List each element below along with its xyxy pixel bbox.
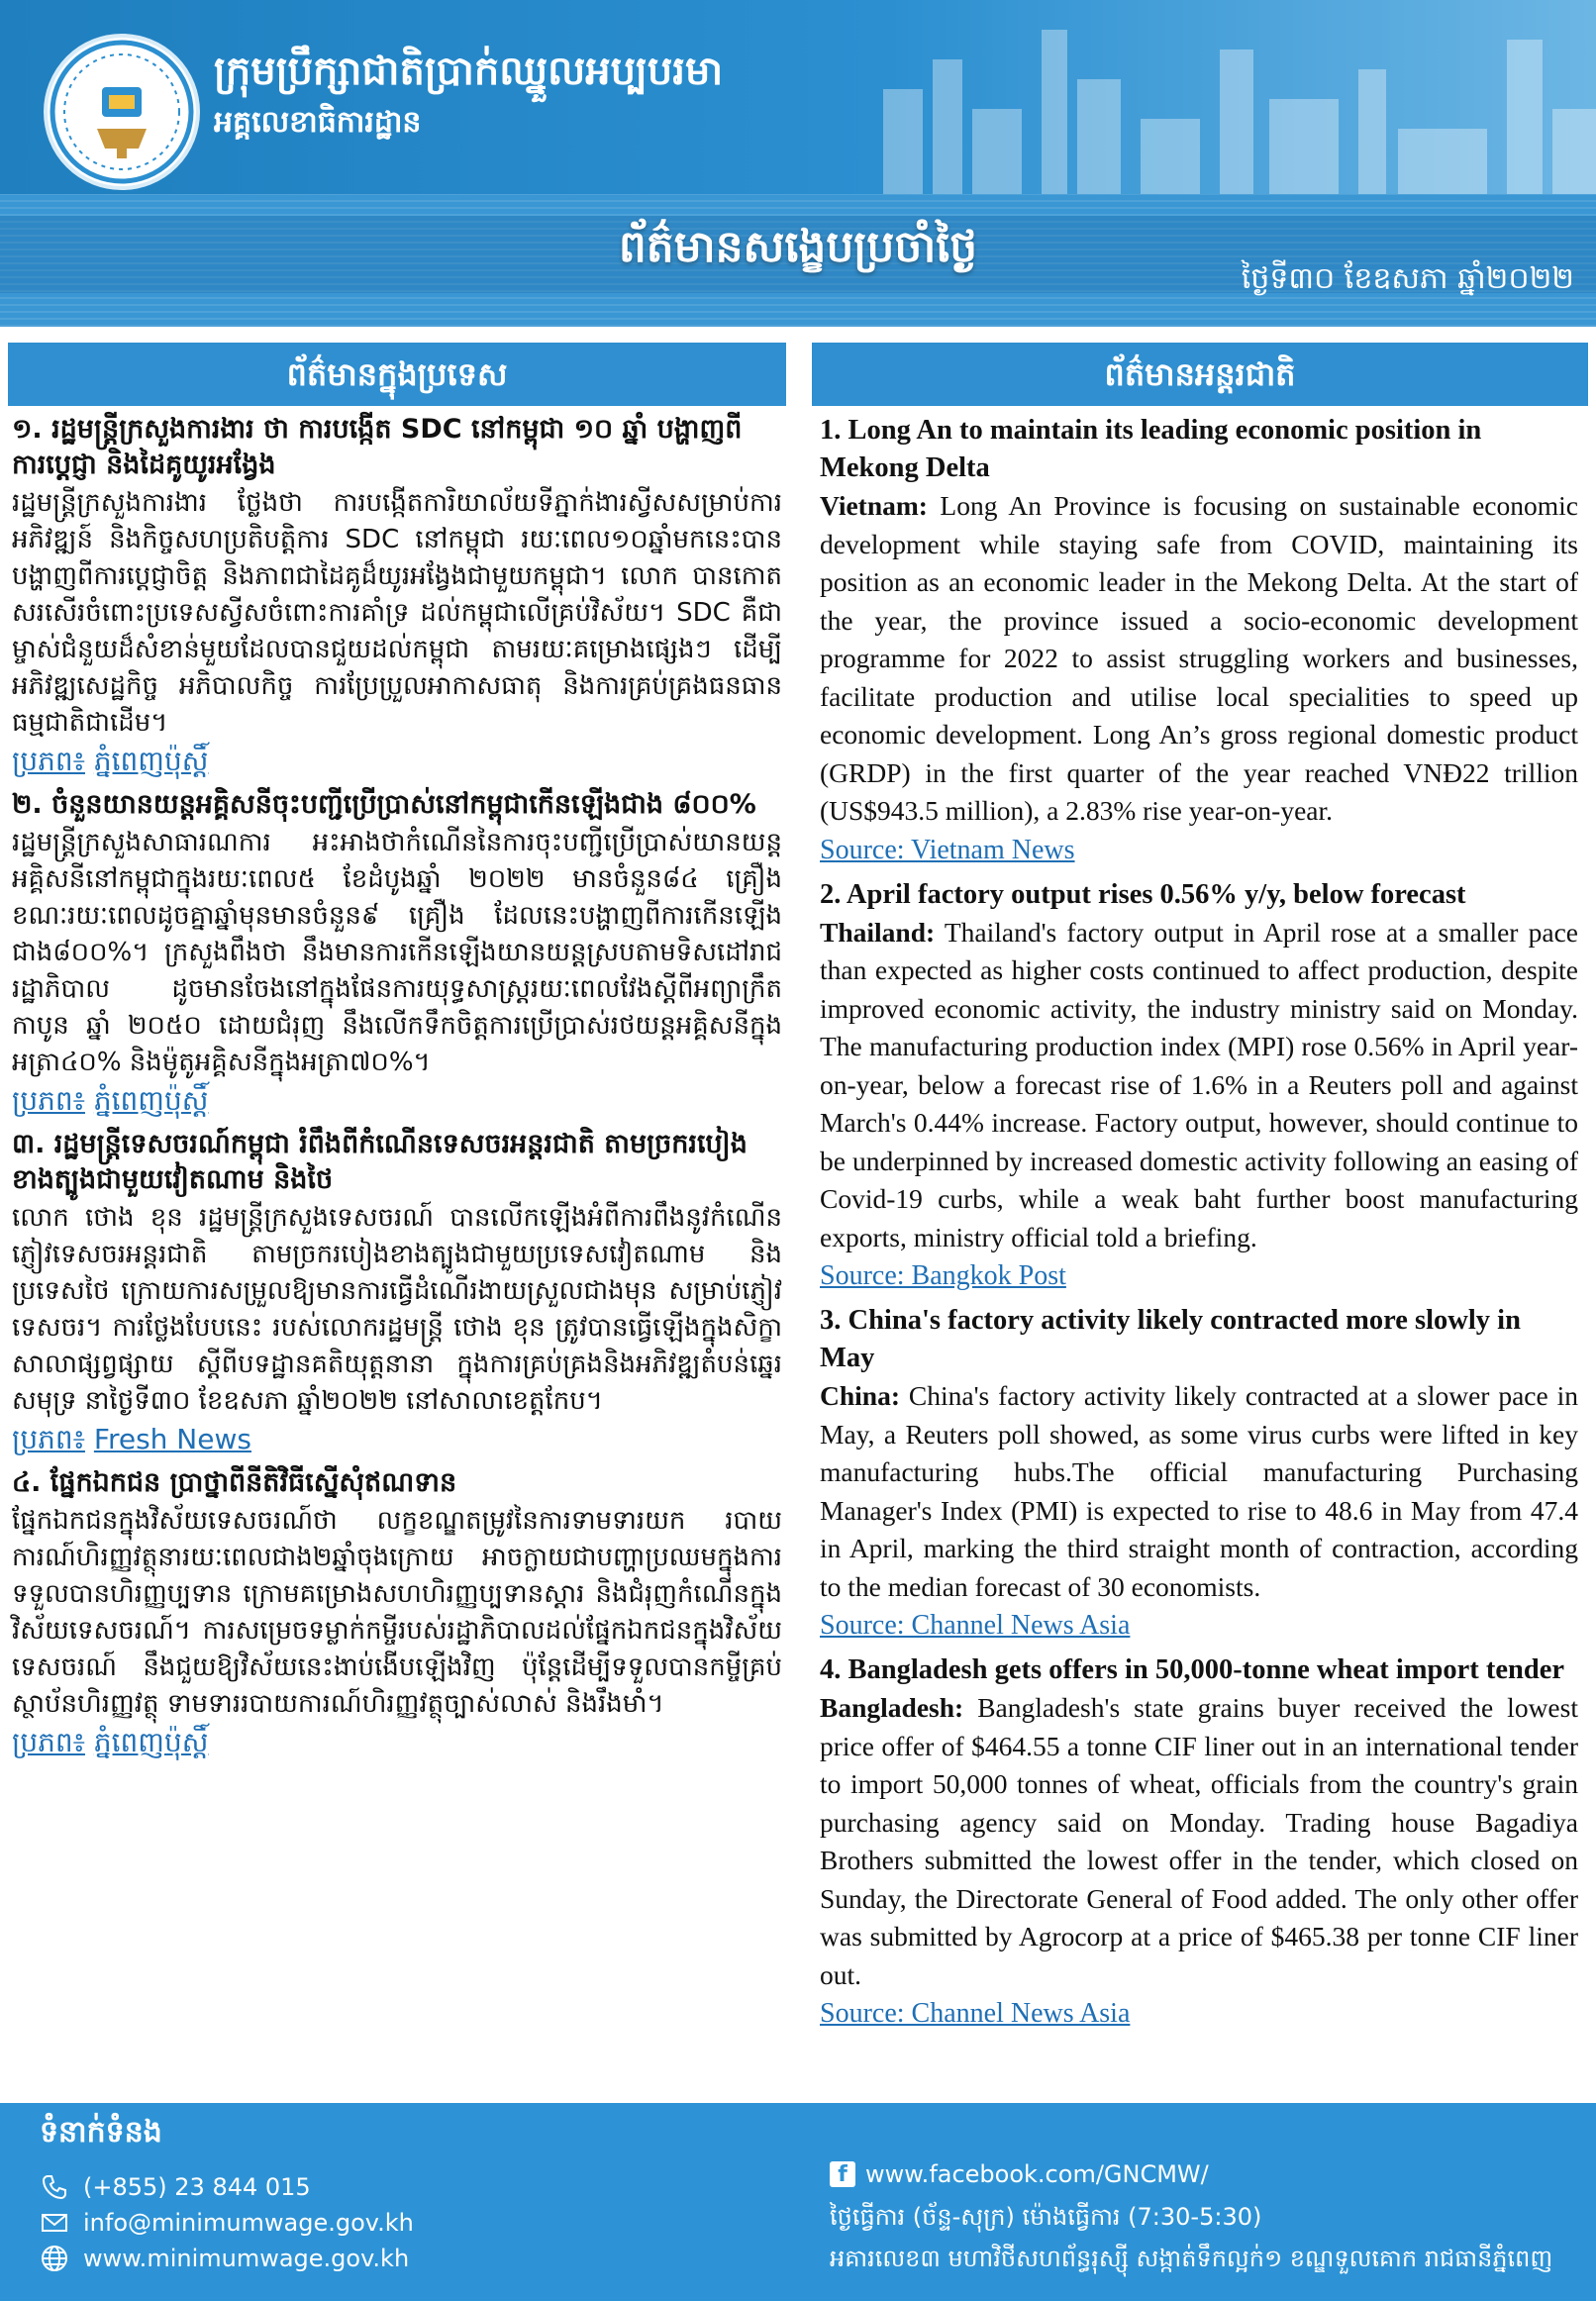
source-label[interactable]: ប្រភព៖ — [12, 745, 85, 777]
source-link[interactable]: Source: Channel News Asia — [820, 1998, 1131, 2029]
source-link[interactable]: Source: Bangkok Post — [820, 1260, 1066, 1291]
source-label[interactable]: ប្រភព៖ — [12, 1084, 85, 1117]
org-title: ក្រុមប្រឹក្សាជាតិប្រាក់ឈ្នួលអប្បបរមា — [214, 49, 724, 94]
article-title: 2. April factory output rises 0.56% y/y, below forecast — [820, 878, 1466, 910]
article-source[interactable] — [820, 1994, 1578, 2034]
article-source[interactable] — [12, 1081, 782, 1121]
international-article-3 — [812, 1302, 1588, 1646]
website-url[interactable]: www.minimumwage.gov.kh — [83, 2245, 410, 2272]
article-body: លោក ថោង ខុន រដ្ឋមន្ត្រីក្រសួងទេសចរណ៍ បានលើកឡើងអំពីការពឹងនូវកំណើនភ្ញៀវទេសចរអន្តរជាតិ តាមច្រករបៀងខាងត្បូងជាមួយប្រទេសវៀតណាម និងប្រទេសថៃ ក្រោយការសម្រួលឱ្យមានការធ្វើដំណើរងាយស្រួលជាងមុន សម្រាប់ភ្ញៀវទេសចរ។ ការថ្លែងបែបនេះ របស់លោករដ្ឋមន្ត្រី ថោង ខុន ត្រូវបានធ្វើឡើងក្នុងសិក្ខាសាលាផ្សព្វផ្សាយ ស្តីពីបទដ្ឋានគតិយុត្តនានា ក្នុងការគ្រប់គ្រងនិងអភិវឌ្ឍតំបន់ឆ្នេរសមុទ្រ នាថ្ងៃទី៣០ ខែឧសភា ឆ្នាំ២០២២ នៅសាលាខេត្តកែប។ — [12, 1203, 782, 1416]
article-source[interactable] — [12, 1420, 782, 1459]
domestic-section-header: ព័ត៌មានក្នុងប្រទេស — [8, 343, 786, 406]
phone-icon — [40, 2172, 69, 2202]
source-label[interactable]: ប្រភព៖ — [12, 1423, 85, 1455]
facebook-url[interactable]: www.facebook.com/GNCMW/ — [865, 2160, 1209, 2188]
source-link[interactable]: ភ្នំពេញប៉ុស្តិ៍ — [93, 1726, 209, 1758]
article-text: Long An Province is focusing on sustainable economic development while staying safe from COVID, maintaining its position as an economic leader in the Mekong Delta. At the start of the year, the province issued a socio-economic development programme for 2022 to assist struggling workers and businesses, facilitate production and utilise local specialities to speed up economic development. Long An’s gross regional domestic product (GRDP) in the first quarter of the year reached VNĐ22 trillion (US$943.5 million), a 2.83% rise year-on-year. — [820, 490, 1578, 826]
international-section-header: ព័ត៌មានអន្តរជាតិ — [812, 343, 1588, 406]
footer — [0, 2103, 1596, 2301]
domestic-article-1 — [8, 412, 786, 781]
website-contact[interactable] — [40, 2244, 409, 2273]
domestic-news-column — [8, 343, 786, 2095]
international-article-2 — [812, 876, 1588, 1297]
phone-number[interactable]: (+855) 23 844 015 — [83, 2173, 311, 2201]
article-text: Bangladesh's state grains buyer received the lowest price offer of $464.55 a tonne CIF liner out in an international tender to import 50,000 tonnes of wheat, officials from the country's grain purchasing agency said on Monday. Trading house Bagadiya Brothers submitted the lowest offer in the tender, which closed on Sunday, the Directorate General of Food added. The only other offer was submitted by Agrocorp at a price of $465.38 per tonne CIF liner out. — [820, 1692, 1578, 1990]
article-source[interactable] — [820, 1606, 1578, 1646]
article-text: China's factory activity likely contracted at a slower pace in May, a Reuters poll showed, as some virus curbs were lifted in key manufacturing hubs.The official manufacturing Purchasing Manager's Index (PMI) is expected to rise to 48.6 in May from 47.4 in April, marking the third straight month of contraction, according to the median forecast of 30 economists. — [820, 1380, 1578, 1602]
article-title: 1. Long An to maintain its leading economic position in Mekong Delta — [820, 415, 1482, 483]
facebook-contact[interactable] — [830, 2160, 1209, 2188]
contact-heading: ទំនាក់ទំនង — [40, 2115, 162, 2150]
article-body — [820, 1377, 1578, 1606]
header — [0, 0, 1596, 194]
mail-icon — [40, 2208, 69, 2238]
globe-icon — [40, 2244, 69, 2273]
source-link[interactable]: ភ្នំពេញប៉ុស្តិ៍ — [93, 1084, 209, 1117]
office-address — [830, 2244, 1552, 2278]
article-title: 3. China's factory activity likely contracted more slowly in May — [820, 1305, 1521, 1373]
email-contact[interactable] — [40, 2208, 414, 2238]
council-logo — [44, 34, 200, 190]
article-country: Vietnam: — [820, 490, 928, 521]
international-article-1 — [812, 412, 1588, 870]
article-body: ផ្នែកឯកជនក្នុងវិស័យទេសចរណ៍ថា លក្ខខណ្ឌតម្រូវនៃការទាមទារយក របាយការណ៍ហិរញ្ញវត្ថុនារយៈពេលជាង២ឆ្នាំចុងក្រោយ អាចក្លាយជាបញ្ហាប្រឈមក្នុងការទទួលបានហិរញ្ញប្បទាន ក្រោមគម្រោងសហហិរញ្ញប្បទានស្តារ និងជំរុញកំណើនក្នុងវិស័យទេសចរណ៍។ ការសម្រេចទម្លាក់កម្ចីរបស់រដ្ឋាភិបាលដល់ផ្នែកឯកជនក្នុងវិស័យទេសចរណ៍ នឹងជួយឱ្យវិស័យនេះងាប់ងើបឡើងវិញ ប៉ុន្តែដើម្បីទទួលបានកម្ចីគ្រប់ស្ថាប័នហិរញ្ញវត្ថុ ទាមទាររបាយការណ៍ហិរញ្ញវត្ថុច្បាស់លាស់ និងរឹងមាំ។ — [12, 1506, 782, 1719]
facebook-icon: f — [830, 2161, 855, 2187]
email-address[interactable]: info@minimumwage.gov.kh — [83, 2209, 414, 2237]
office-address-text: អគារលេខ៣ មហាវិថីសហព័ន្ធរុស្ស៊ី សង្កាត់ទឹកល្អក់១ ខណ្ឌទួលគោក រាជធានីភ្នំពេញ — [830, 2245, 1553, 2272]
article-country: Bangladesh: — [820, 1692, 964, 1723]
article-title: ២. ចំនួនយានយន្តអគ្គិសនីចុះបញ្ជីប្រើប្រាស់នៅកម្ពុជាកើនឡើងជាង ៨០០% — [12, 789, 756, 820]
office-hours — [830, 2202, 1261, 2237]
article-title: ៣. រដ្ឋមន្ត្រីទេសចរណ៍កម្ពុជា រំពឹងពីកំណើនទេសចរអន្តរជាតិ តាមច្រករបៀងខាងត្បូងជាមួយវៀតណាម និងថៃ — [12, 1129, 748, 1195]
source-link[interactable]: Source: Vietnam News — [820, 834, 1075, 865]
office-hours-text: ថ្ងៃធ្វើការ (ច័ន្ទ-សុក្រ) ម៉ោងធ្វើការ (7:30-5:30) — [830, 2203, 1262, 2231]
domestic-article-3 — [8, 1127, 786, 1459]
article-body: រដ្ឋមន្ត្រីក្រសួងការងារ ថ្លែងថា ការបង្កើតការិយាល័យទីភ្នាក់ងារស្វីសសម្រាប់ការអភិវឌ្ឍន៍ និងកិច្ចសហប្រតិបត្តិការ SDC នៅកម្ពុជា រយៈពេល១០ឆ្នាំមកនេះបានបង្ហាញពីការប្តេជ្ញាចិត្ត និងភាពជាដៃគូដ៏យូរអង្វែងជាមួយកម្ពុជា។ លោក បានកោតសរសើរចំពោះប្រទេសស្វីសចំពោះការគាំទ្រ ដល់កម្ពុជាលើគ្រប់វិស័យ។ SDC គឺជាម្ចាស់ជំនួយដ៏សំខាន់មួយដែលបានជួយដល់កម្ពុជា តាមរយៈគម្រោងផ្សេងៗ ដើម្បីអភិវឌ្ឍសេដ្ឋកិច្ច អភិបាលកិច្ច ការប្រែប្រួលអាកាសធាតុ និងការគ្រប់គ្រងធនធានធម្មជាតិជាដើម។ — [12, 488, 782, 738]
source-link[interactable]: Fresh News — [93, 1423, 251, 1455]
article-country: Thailand: — [820, 916, 936, 948]
source-label[interactable]: ប្រភព៖ — [12, 1726, 85, 1758]
article-title: ៤. ផ្នែកឯកជន ប្រាថ្នាពីនីតិវិធីស្នើសុំឥណទាន — [12, 1467, 457, 1498]
article-title: ១. រដ្ឋមន្ត្រីក្រសួងការងារ ថា ការបង្កើត SDC នៅកម្ពុជា ១០ ឆ្នាំ បង្ហាញពីការប្តេជ្ញា និងដៃគូយូរអង្វែង — [12, 414, 743, 480]
article-source[interactable] — [12, 1723, 782, 1762]
international-news-column — [812, 343, 1588, 2095]
bulletin-date: ថ្ងៃទី៣០ ខែឧសភា ឆ្នាំ២០២២ — [1241, 261, 1574, 296]
phone-contact[interactable] — [40, 2172, 311, 2202]
article-body: រដ្ឋមន្ត្រីក្រសួងសាធារណការ អះអាងថាកំណើននៃការចុះបញ្ជីប្រើប្រាស់យានយន្តអគ្គិសនីនៅកម្ពុជាក្នុងរយៈពេល៥ ខែដំបូងឆ្នាំ ២០២២ មានចំនួន៨៤ គ្រឿង ខណៈរយៈពេលដូចគ្នាឆ្នាំមុនមានចំនួន៩ គ្រឿង ដែលនេះបង្ហាញពីការកើនឡើងជាង៨០០%។ ក្រសួងពឹងថា នឹងមានការកើនឡើងយានយន្តស្របតាមទិសដៅរាជរដ្ឋាភិបាល ដូចមានចែងនៅក្នុងផែនការយុទ្ធសាស្ត្ររយៈពេលវែងស្តីពីអព្យាក្រឹតកាបូន ឆ្នាំ ២០៥០ ដោយជំរុញ នឹងលើកទឹកចិត្តការប្រើប្រាស់រថយន្តអគ្គិសនីក្នុងអត្រា៤០% និងម៉ូតូអគ្គិសនីក្នុងអត្រា៧០%។ — [12, 828, 782, 1077]
article-source[interactable] — [820, 831, 1578, 870]
domestic-article-4 — [8, 1465, 786, 1762]
source-link[interactable]: Source: Channel News Asia — [820, 1610, 1131, 1641]
international-article-4 — [812, 1651, 1588, 2034]
article-country: China: — [820, 1380, 900, 1411]
article-source[interactable] — [820, 1256, 1578, 1296]
article-text: Thailand's factory output in April rose at a smaller pace than expected as higher costs continued to affect production, despite improved economic activity, the industry ministry said on Monday. The manufacturing production index (MPI) rose 0.56% in April year-on-year, below a forecast rise of 1.6% in a Reuters poll and against March's 0.44% increase. Factory output, however, should continue to be underpinned by increased domestic activity following an easing of Covid-19 curbs, while a weak baht further boost manufacturing exports, ministry official told a briefing. — [820, 916, 1578, 1252]
bulletin-title: ព័ត៌មានសង្ខេបប្រចាំថ្ងៃ — [618, 222, 978, 272]
article-source[interactable] — [12, 742, 782, 781]
domestic-article-2 — [8, 787, 786, 1121]
article-body — [820, 1689, 1578, 1994]
article-body — [820, 914, 1578, 1257]
org-subtitle: អគ្គលេខាធិការដ្ឋាន — [214, 105, 422, 140]
city-skyline-decoration — [844, 0, 1596, 194]
article-title: 4. Bangladesh gets offers in 50,000-tonne wheat import tender — [820, 1654, 1565, 1685]
source-link[interactable]: ភ្នំពេញប៉ុស្តិ៍ — [93, 745, 209, 777]
article-body — [820, 487, 1578, 831]
